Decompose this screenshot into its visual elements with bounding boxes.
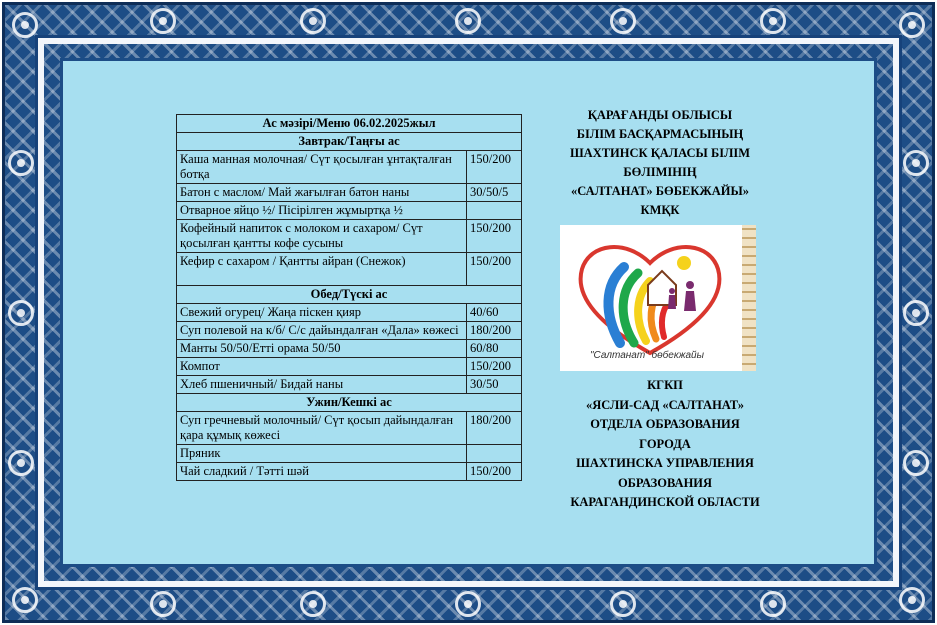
org-line: ҚАРАҒАНДЫ ОБЛЫСЫ (587, 108, 733, 122)
organization-name-russian (540, 376, 790, 513)
ornament-icon (903, 150, 929, 176)
ornament-icon (8, 450, 34, 476)
org-line: БӨЛІМІНІҢ (623, 165, 697, 179)
dish-name: Манты 50/50/Етті орама 50/50 (177, 340, 467, 358)
menu-table (176, 114, 522, 481)
ornament-icon (300, 8, 326, 34)
logo-caption: "Салтанат" бөбекжайы (590, 350, 704, 361)
ornament-icon (903, 300, 929, 326)
dish-name: Суп гречневый молочный/ Сүт қосып дайындалған қара құмық көжесі (177, 412, 467, 445)
dish-quantity: 150/200 (467, 151, 522, 184)
org-line: ГОРОДА (639, 436, 691, 451)
kindergarten-logo (560, 225, 756, 371)
ornament-icon (455, 591, 481, 617)
section-heading-lunch: Обед/Түскі ас (177, 286, 522, 304)
table-row (177, 202, 522, 220)
ornament-strip-icon (742, 225, 756, 371)
section-heading-breakfast: Завтрак/Таңғы ас (177, 133, 522, 151)
ornament-icon (899, 587, 925, 613)
dish-quantity: 180/200 (467, 322, 522, 340)
dish-quantity: 150/200 (467, 220, 522, 253)
dish-quantity (467, 202, 522, 220)
dish-name: Отварное яйцо ½/ Пісірілген жұмыртқа ½ (177, 202, 467, 220)
ornament-icon (455, 8, 481, 34)
table-row (177, 463, 522, 481)
dish-quantity: 30/50/5 (467, 184, 522, 202)
ornament-icon (12, 587, 38, 613)
ornament-icon (760, 8, 786, 34)
dish-name: Чай сладкий / Тәтті шәй (177, 463, 467, 481)
org-line: «САЛТАНАТ» БӨБЕКЖАЙЫ» (570, 184, 750, 198)
dish-name: Кофейный напиток с молоком и сахаром/ Сүт қосылған қантты кофе сусыны (177, 220, 467, 253)
dish-quantity (467, 445, 522, 463)
ornament-icon (300, 591, 326, 617)
ornament-icon (8, 150, 34, 176)
table-row (177, 151, 522, 184)
ornament-icon (610, 8, 636, 34)
org-line: ОТДЕЛА ОБРАЗОВАНИЯ (590, 417, 740, 431)
dish-quantity: 30/50 (467, 376, 522, 394)
ornament-icon (12, 12, 38, 38)
organization-name-kazakh (540, 106, 780, 220)
menu-title: Ас мәзірі/Меню 06.02.2025жыл (177, 115, 522, 133)
ornament-icon (899, 12, 925, 38)
dish-quantity: 180/200 (467, 412, 522, 445)
table-row (177, 358, 522, 376)
org-line: КМҚК (640, 203, 680, 217)
dish-name: Суп полевой на к/б/ С/с дайындалған «Дала» көжесі (177, 322, 467, 340)
dish-quantity: 60/80 (467, 340, 522, 358)
ornament-icon (150, 8, 176, 34)
table-row (177, 322, 522, 340)
dish-quantity: 40/60 (467, 304, 522, 322)
dish-name: Пряник (177, 445, 467, 463)
ornament-icon (610, 591, 636, 617)
org-line: ШАХТИНСК ҚАЛАСЫ БІЛІМ (569, 146, 751, 160)
dish-name: Компот (177, 358, 467, 376)
org-line: «ЯСЛИ-САД «САЛТАНАТ» (585, 397, 744, 412)
dish-name: Каша манная молочная/ Сүт қосылған ұнтақталған ботқа (177, 151, 467, 184)
org-line: ОБРАЗОВАНИЯ (617, 475, 713, 490)
table-row (177, 376, 522, 394)
dish-quantity: 150/200 (467, 463, 522, 481)
table-row (177, 340, 522, 358)
org-line: БІЛІМ БАСҚАРМАСЫНЫҢ (576, 127, 744, 141)
section-heading-dinner: Ужин/Кешкі ас (177, 394, 522, 412)
ornament-icon (8, 300, 34, 326)
table-row (177, 220, 522, 253)
org-line: КГКП (647, 378, 683, 392)
table-row (177, 184, 522, 202)
ornament-icon (903, 450, 929, 476)
table-row (177, 304, 522, 322)
ornament-icon (760, 591, 786, 617)
table-row (177, 412, 522, 445)
ornament-icon (150, 591, 176, 617)
table-row (177, 445, 522, 463)
org-line: ШАХТИНСКА УПРАВЛЕНИЯ (576, 456, 754, 470)
dish-name: Хлеб пшеничный/ Бидай наны (177, 376, 467, 394)
table-row (177, 253, 522, 286)
org-line: КАРАГАНДИНСКОЙ ОБЛАСТИ (570, 495, 760, 509)
dish-name: Батон с маслом/ Май жағылған батон наны (177, 184, 467, 202)
dish-name: Кефир с сахаром / Қантты айран (Снежок) (177, 253, 467, 286)
dish-quantity: 150/200 (467, 358, 522, 376)
dish-quantity: 150/200 (467, 253, 522, 286)
dish-name: Свежий огурец/ Жаңа піскен қияр (177, 304, 467, 322)
